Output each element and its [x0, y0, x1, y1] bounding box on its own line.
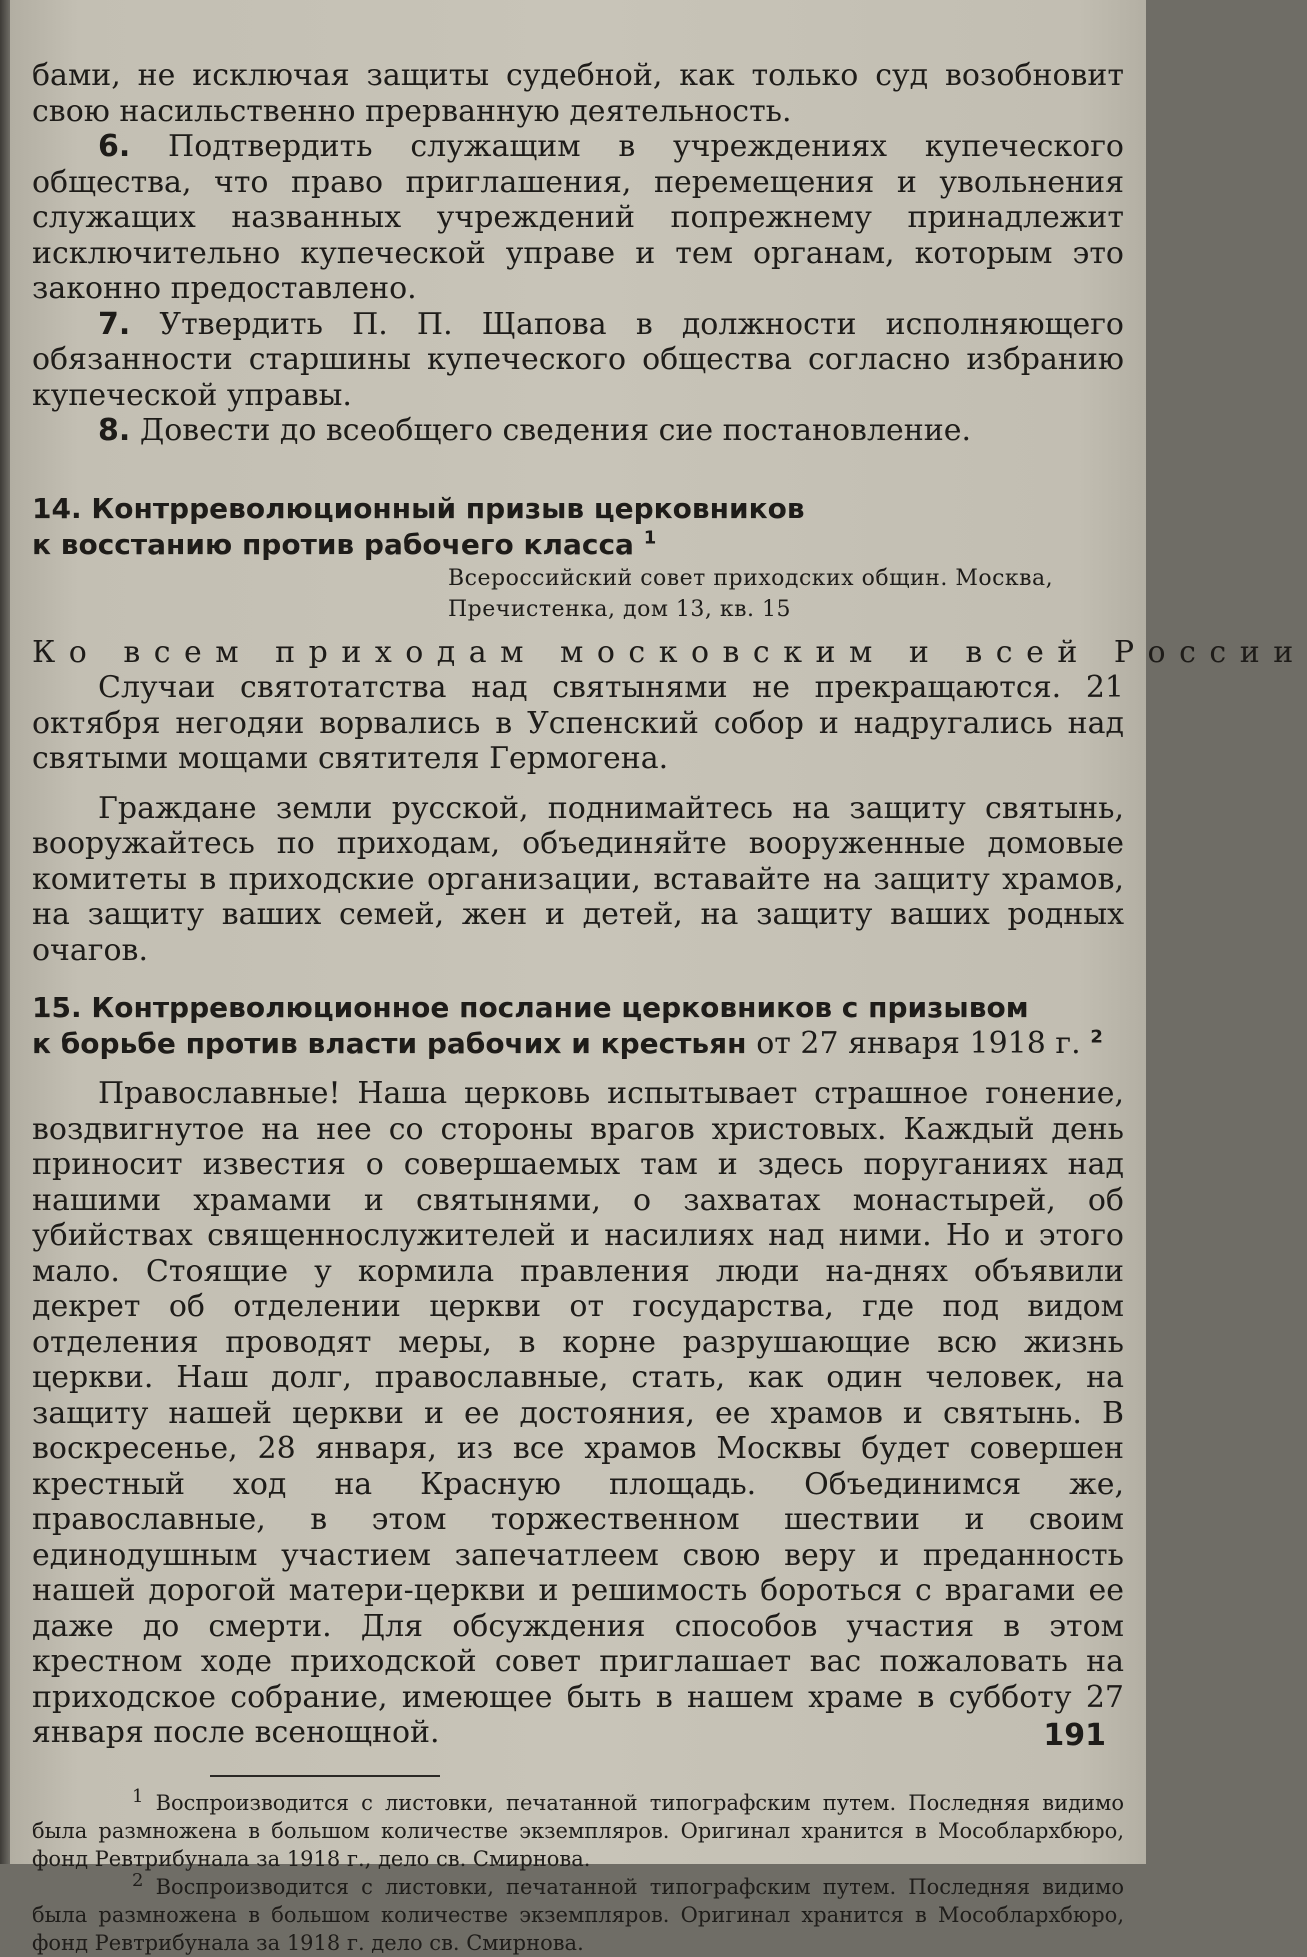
footnote-1: [32, 1785, 1124, 1873]
footnote-1-mark: 1: [132, 1785, 144, 1807]
doc-15-title-text-2: к борьбе против власти рабочих и крестьян: [32, 1027, 747, 1060]
footnote-ref-1: 1: [643, 527, 657, 549]
doc-14-title-line-2: [32, 527, 1124, 563]
doc-15-number: 15.: [32, 991, 82, 1024]
doc-15-heading: [32, 990, 1124, 1062]
doc-15-title-line-2: [32, 1026, 1124, 1062]
doc-14-title-text-2: к восстанию против рабочего класса: [32, 527, 634, 561]
clause-6-text: Подтвердить служащим в учреждениях купеческого общества, что право приглашения, перемещения и увольнения служащих названных учреждений попрежнему принадлежит исключительно купеческой управе и тем органам, которым это законно предоставлено.: [32, 129, 1124, 306]
doc-14-source: [448, 563, 1124, 625]
doc-14-title-line-1: [32, 491, 1124, 527]
doc-14-source-line-1: Всероссийский совет приходских общин. Москва,: [448, 565, 1054, 591]
doc-15-title-text-1: Контрреволюционное послание церковников с призывом: [91, 991, 1029, 1024]
footnote-2-text: Воспроизводится с листовки, печатанной типографским путем. Последняя видимо была размножена в большом количестве экземпляров. Оригинал хранится в Мособлархбюро, фонд Ревтрибунала за 1918 г. дело св. Смирнова.: [32, 1874, 1124, 1955]
doc-14-source-line-2: Пречистенка, дом 13, кв. 15: [448, 596, 792, 622]
clause-7: [32, 307, 1124, 414]
doc-14-paragraph-2: Граждане земли русской, поднимайтесь на защиту святынь, вооружайтесь по приходам, объединяйте вооруженные домовые комитеты в приходские организации, вставайте на защиту храмов, на защиту ваших семей, жен и детей, на защиту ваших родных очагов.: [32, 790, 1124, 968]
doc-15-date: от 27 января 1918 г.: [756, 1026, 1081, 1061]
doc-14-heading: [32, 491, 1124, 563]
footnote-1-text: Воспроизводится с листовки, печатанной типографским путем. Последняя видимо была размножена в большом количестве экземпляров. Оригинал хранится в Мособлархбюро, фонд Ревтрибунала за 1918 г., дело св. Смирнова.: [32, 1790, 1124, 1871]
clause-8-number: 8.: [98, 413, 131, 448]
doc-14-paragraph-1: Случаи святотатства над святынями не прекращаются. 21 октября негодяи ворвались в Успенский собор и надругались над святыми мощами святителя Гермогена.: [32, 670, 1124, 776]
continued-paragraph: бами, не исключая защиты судебной, как только суд возобновит свою насильственно прерванную деятельность.: [32, 58, 1124, 129]
clause-7-number: 7.: [98, 306, 131, 342]
clause-6: [32, 129, 1124, 307]
page-content: [32, 58, 1307, 1957]
footnote-2-mark: 2: [132, 1869, 144, 1891]
clause-8: [32, 413, 1124, 449]
doc-14-number: 14.: [32, 491, 82, 525]
doc-14-title-text-1: Контрреволюционный призыв церковников: [91, 491, 805, 525]
footnote-2: [32, 1869, 1124, 1957]
book-page: [10, 0, 1307, 1955]
footnote-divider: [210, 1775, 440, 1777]
clause-6-number: 6.: [98, 129, 131, 164]
doc-15-title-line-1: [32, 990, 1124, 1026]
book-spine-shadow: [0, 0, 10, 1864]
footnote-ref-2: 2: [1090, 1026, 1103, 1048]
doc-15-paragraph: Православные! Наша церковь испытывает страшное гонение, воздвигнутое на нее со стороны врагов христовых. Каждый день приносит известия о совершаемых там и здесь поруганиях над нашими храмами и святынями, о захватах монастырей, об убийствах священнослужителей и насилиях над ними. Но и этого мало. Стоящие у кормила правления люди на-днях объявили декрет об отделении церкви от государства, где под видом отделения проводят меры, в корне разрушающие всю жизнь церкви. Наш долг, православные, стать, как один человек, на защиту нашей церкви и ее достояния, ее храмов и святынь. В воскресенье, 28 января, из все храмов Москвы будет совершен крестный ход на Красную площадь. Объединимся же, православные, в этом торжественном шествии и своим единодушным участием запечатлеем свою веру и преданность нашей дорогой матери-церкви и решимость бороться с врагами ее даже до смерти. Для обсуждения способов участия в этом крестном ходе приходской совет приглашает вас пожаловать на приходское собрание, имеющее быть в нашем храме в субботу 27 января после всенощной.: [32, 1076, 1124, 1750]
clause-8-text: Довести до всеобщего сведения сие постановление.: [139, 413, 972, 448]
doc-14-address: Ко всем приходам московским и всей России: [32, 634, 1307, 670]
page-number: 191: [1043, 1718, 1106, 1753]
clause-7-text: Утвердить П. П. Щапова в должности исполняющего обязанности старшины купеческого общества согласно избранию купеческой управы.: [32, 306, 1124, 413]
